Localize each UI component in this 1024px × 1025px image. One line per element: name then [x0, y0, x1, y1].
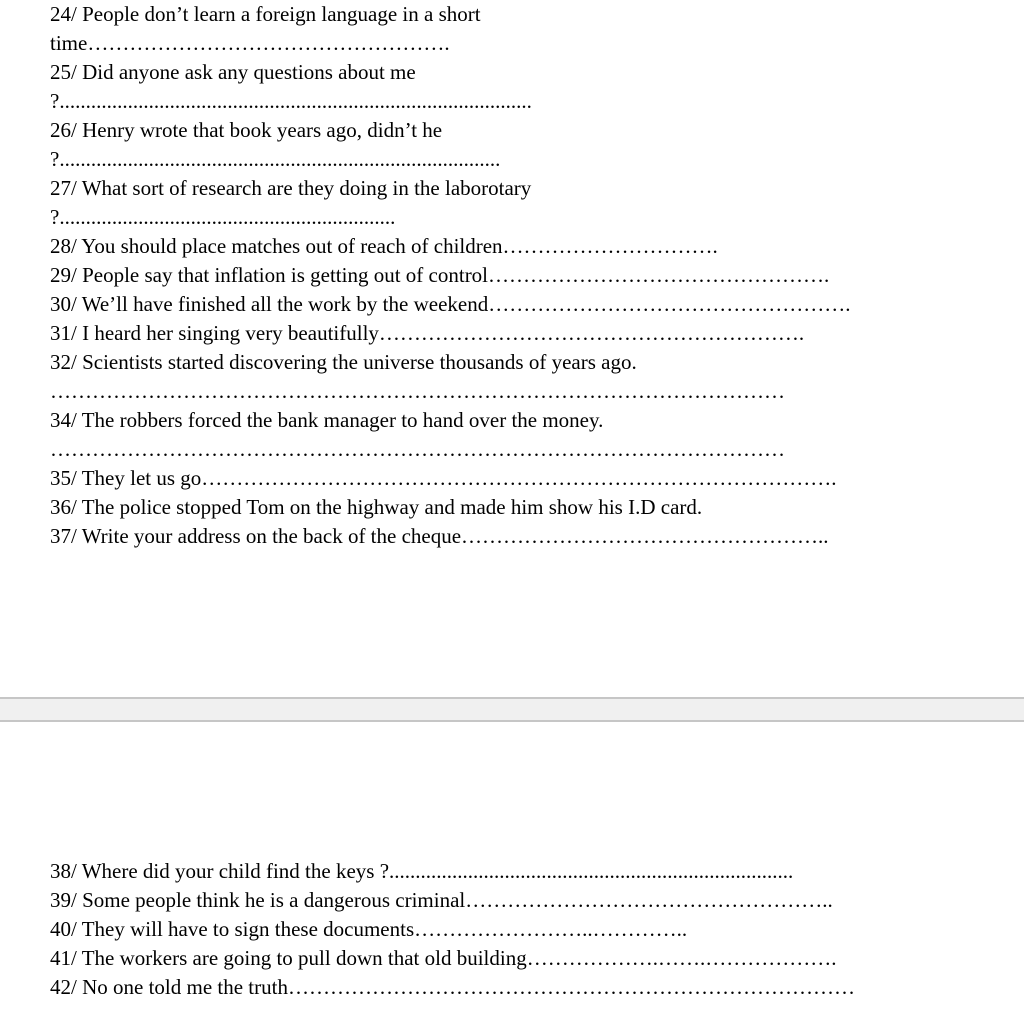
- question-38-text: 38/ Where did your child find the keys ?.............................................................................: [50, 859, 794, 883]
- question-36-text: 36/ The police stopped Tom on the highway and made him show his I.D card.: [50, 495, 703, 519]
- question-40-text: 40/ They will have to sign these documents……………………..…………..: [50, 917, 688, 941]
- question-25-text: 25/ Did anyone ask any questions about me: [50, 60, 416, 84]
- question-42-text: 42/ No one told me the truth………………………………………………………………………: [50, 975, 855, 999]
- document-page-bottom: [0, 722, 1024, 1025]
- question-28-text: 28/ You should place matches out of reach of children………………………….: [50, 234, 718, 258]
- answer-line-26: ?....................................................................................: [50, 147, 501, 171]
- answer-line-34: ……………………………………………………………………………………………: [50, 437, 785, 461]
- question-31-text: 31/ I heard her singing very beautifully…………………………………………………….: [50, 321, 805, 345]
- question-26-text: 26/ Henry wrote that book years ago, didn’t he: [50, 118, 443, 142]
- answer-line-24: time…………………………………………….: [50, 31, 450, 55]
- answer-line-32: ……………………………………………………………………………………………: [50, 379, 785, 403]
- answer-line-27: ?................................................................: [50, 205, 396, 229]
- question-39-text: 39/ Some people think he is a dangerous criminal……………………………………………..: [50, 888, 833, 912]
- question-32-text: 32/ Scientists started discovering the universe thousands of years ago.: [50, 350, 637, 374]
- question-24-text: 24/ People don’t learn a foreign language in a short: [50, 2, 481, 26]
- question-27-text: 27/ What sort of research are they doing in the laborotary: [50, 176, 532, 200]
- question-35-text: 35/ They let us go……………………………………………………………………………….: [50, 466, 837, 490]
- question-29-text: 29/ People say that inflation is getting out of control………………………………………….: [50, 263, 830, 287]
- question-41-text: 41/ The workers are going to pull down that old building……………….…….……………….: [50, 946, 837, 970]
- question-37-text: 37/ Write your address on the back of the cheque……………………………………………..: [50, 524, 829, 548]
- question-34-text: 34/ The robbers forced the bank manager to hand over the money.: [50, 408, 604, 432]
- answer-line-25: ?..........................................................................................: [50, 89, 532, 113]
- page-separator: [0, 697, 1024, 722]
- question-30-text: 30/ We’ll have finished all the work by the weekend…………………………………………….: [50, 292, 851, 316]
